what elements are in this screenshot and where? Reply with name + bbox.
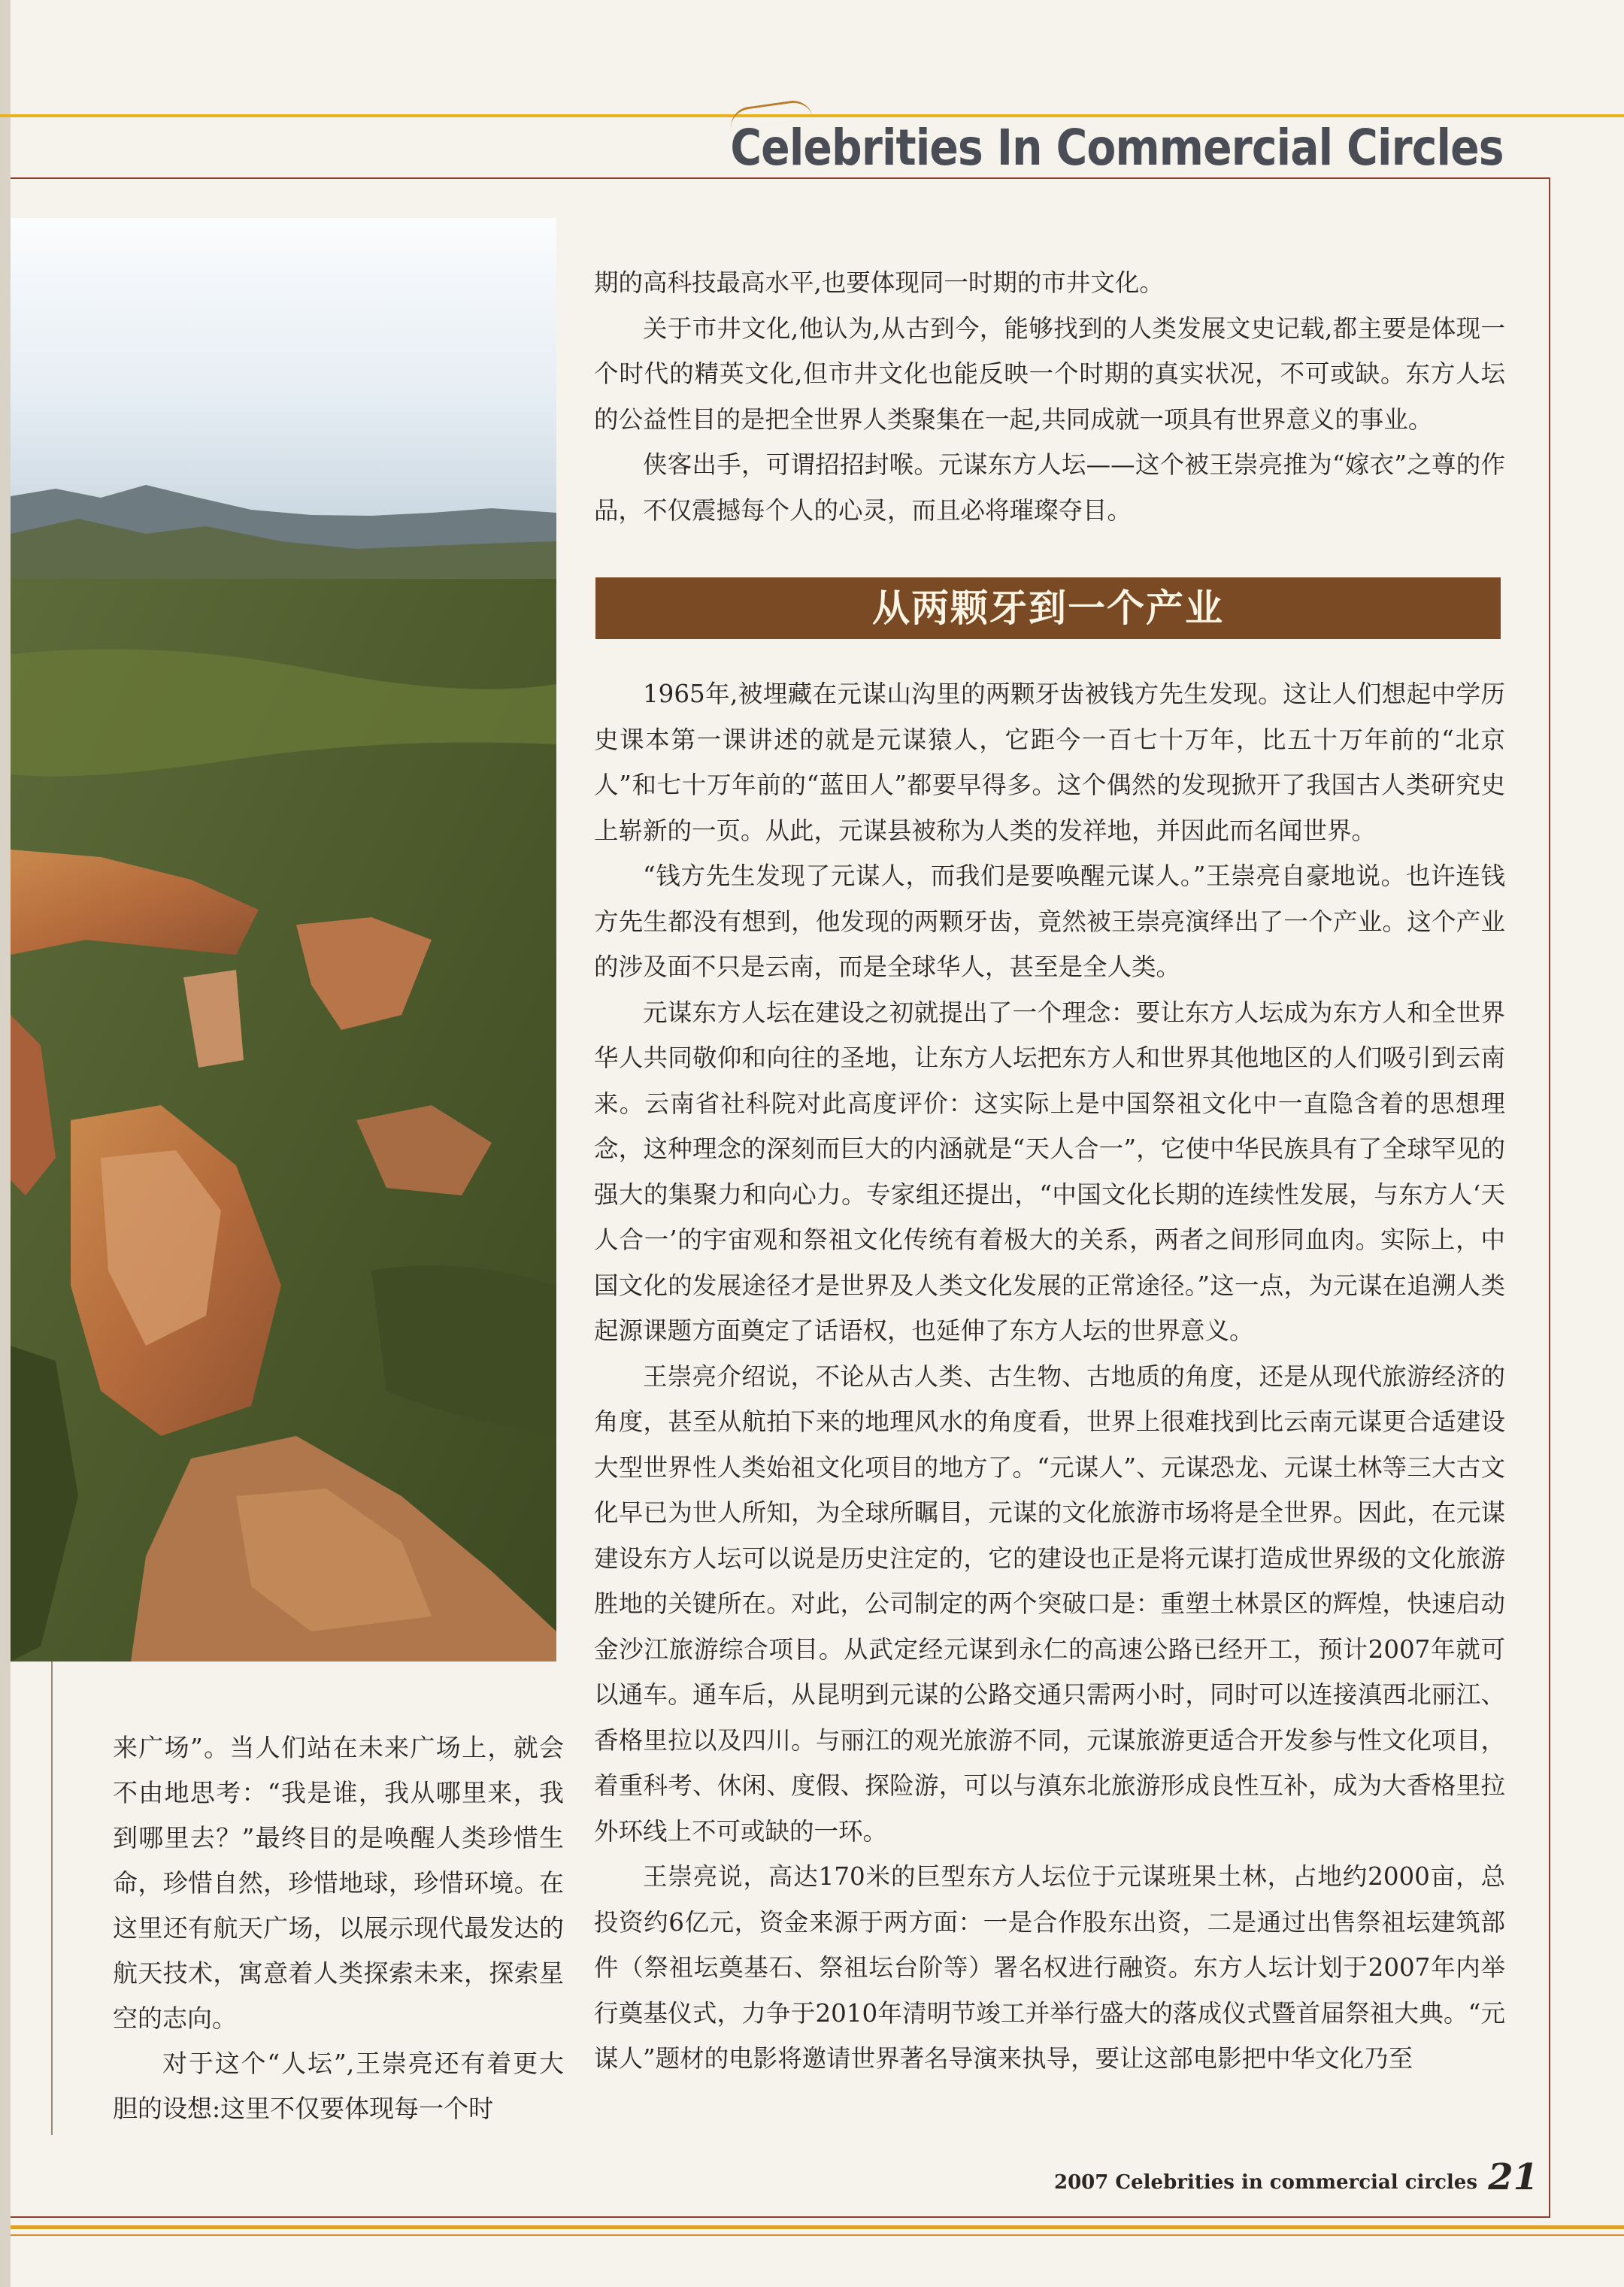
page-binding-edge — [0, 0, 11, 2287]
page-number: 21 — [1488, 2156, 1538, 2198]
sidebar-paragraph: 来广场”。当人们站在未来广场上，就会不由地思考：“我是谁，我从哪里来，我到哪里去？”最终目的是唤醒人类珍惜生命，珍惜自然，珍惜地球，珍惜环境。在这里还有航天广场，以展示现代最发达的航天技术，寓意着人类探索未来，探索星空的志向。 — [113, 1733, 564, 2033]
body-paragraph: 侠客出手，可谓招招封喉。元谋东方人坛——这个被王崇亮推为“嫁衣”之尊的作品，不仅震撼每个人的心灵，而且必将璀璨夺目。 — [594, 450, 1505, 525]
header-title: Celebrities In Commercial Circles — [730, 119, 1504, 177]
body-paragraph: 关于市井文化,他认为,从古到今，能够找到的人类发展文史记载,都主要是体现一个时代的精英文化,但市井文化也能反映一个时期的真实状况，不可或缺。东方人坛的公益性目的是把全世界人类聚集在一起,共同成就一项具有世界意义的事业。 — [594, 314, 1505, 434]
body-paragraph: 期的高科技最高水平,也要体现同一时期的市井文化。 — [594, 268, 1164, 297]
landscape-photo — [11, 218, 556, 1661]
section-heading: 从两颗牙到一个产业 — [595, 577, 1501, 639]
body-paragraph: 1965年,被埋藏在元谋山沟里的两颗牙齿被钱方先生发现。这让人们想起中学历史课本第一课讲述的就是元谋猿人，它距今一百七十万年，比五十万年前的“北京人”和七十万年前的“蓝田人”都要早得多。这个偶然的发现掀开了我国古人类研究史上崭新的一页。从此，元谋县被称为人类的发祥地，并因此而名闻世界。 — [594, 680, 1505, 845]
frame-right-line — [1549, 177, 1550, 2218]
body-paragraph: “钱方先生发现了元谋人，而我们是要唤醒元谋人。”王崇亮自豪地说。也许连钱方先生都没有想到，他发现的两颗牙齿，竟然被王崇亮演绎出了一个产业。这个产业的涉及面不只是云南，而是全球华人，甚至是全人类。 — [594, 862, 1505, 981]
section-body — [594, 671, 1505, 2082]
sidebar-text — [113, 1725, 564, 2131]
footer-text: 2007 Celebrities in commercial circles — [1054, 2171, 1477, 2194]
intro-text — [594, 260, 1505, 533]
body-paragraph: 王崇亮说，高达170米的巨型东方人坛位于元谋班果土林，占地约2000亩，总投资约6亿元，资金来源于两方面：一是合作股东出资，二是通过出售祭祖坛建筑部件（祭祖坛奠基石、祭祖坛台阶等）署名权进行融资。东方人坛计划于2007年内举行奠基仪式，力争于2010年清明节竣工并举行盛大的落成仪式暨首届祭祖大典。“元谋人”题材的电影将邀请世界著名导演来执导，要让这部电影把中华文化乃至 — [594, 1862, 1505, 2073]
sidebar-rule — [51, 1661, 53, 2135]
sidebar-paragraph: 对于这个“人坛”,王崇亮还有着更大胆的设想:这里不仅要体现每一个时 — [113, 2049, 564, 2123]
frame-bottom-line — [11, 2216, 1550, 2218]
bottom-rule — [11, 2225, 1624, 2229]
bottom-rule-thin — [11, 2234, 1624, 2236]
body-paragraph: 王崇亮介绍说，不论从古人类、古生物、古地质的角度，还是从现代旅游经济的角度，甚至从航拍下来的地理风水的角度看，世界上很难找到比云南元谋更合适建设大型世界性人类始祖文化项目的地方了。“元谋人”、元谋恐龙、元谋土林等三大古文化早已为世人所知，为全球所瞩目，元谋的文化旅游市场将是全世界。因此，在元谋建设东方人坛可以说是历史注定的，它的建设也正是将元谋打造成世界级的文化旅游胜地的关键所在。对此，公司制定的两个突破口是：重塑土林景区的辉煌，快速启动金沙江旅游综合项目。从武定经元谋到永仁的高速公路已经开工，预计2007年就可以通车。通车后，从昆明到元谋的公路交通只需两小时，同时可以连接滇西北丽江、香格里拉以及四川。与丽江的观光旅游不同，元谋旅游更适合开发参与性文化项目，着重科考、休闲、度假、探险游，可以与滇东北旅游形成良性互补，成为大香格里拉外环线上不可或缺的一环。 — [594, 1362, 1505, 1846]
body-paragraph: 元谋东方人坛在建设之初就提出了一个理念：要让东方人坛成为东方人和全世界华人共同敬仰和向往的圣地，让东方人坛把东方人和世界其他地区的人们吸引到云南来。云南省社科院对此高度评价：这实际上是中国祭祖文化中一直隐含着的思想理念，这种理念的深刻而巨大的内涵就是“天人合一”，它使中华民族具有了全球罕见的强大的集聚力和向心力。专家组还提出，“中国文化长期的连续性发展，与东方人‘天人合一’的宇宙观和祭祖文化传统有着极大的关系，两者之间形同血肉。实际上，中国文化的发展途径才是世界及人类文化发展的正常途径。”这一点，为元谋在追溯人类起源课题方面奠定了话语权，也延伸了东方人坛的世界意义。 — [594, 998, 1505, 1345]
frame-top-line — [11, 177, 1550, 179]
